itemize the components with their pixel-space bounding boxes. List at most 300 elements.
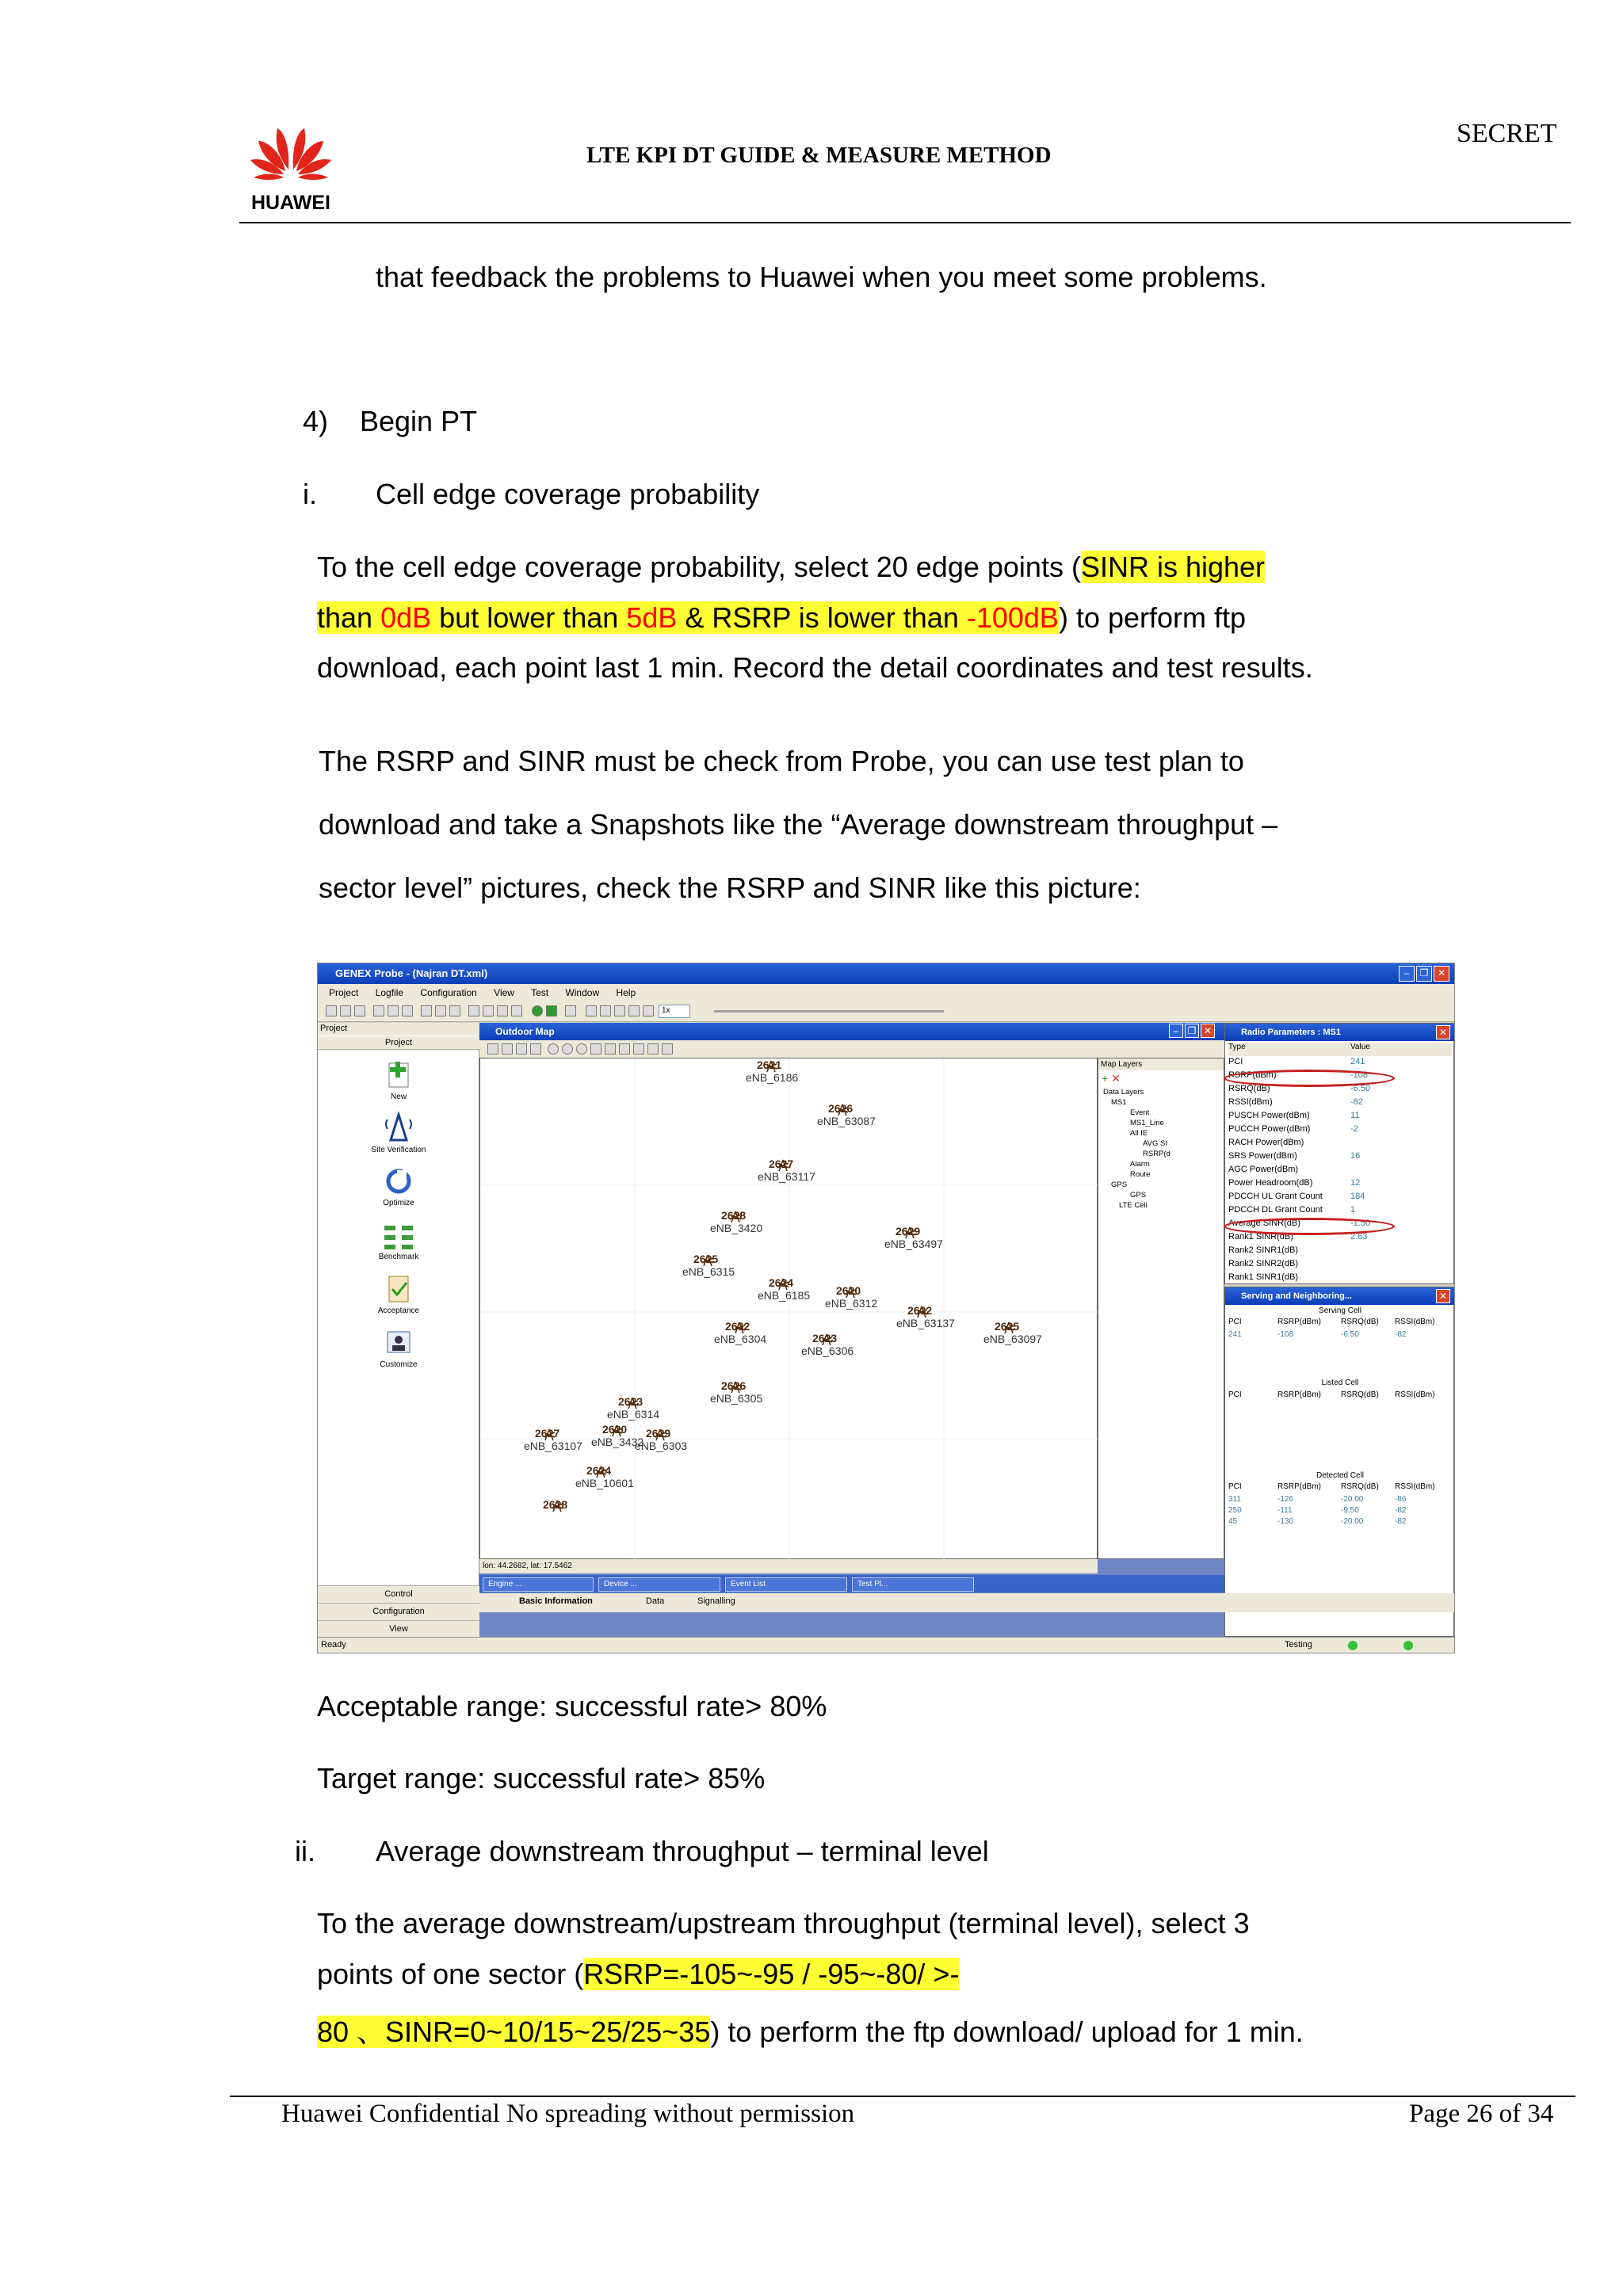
parameter-value: 11: [1350, 1111, 1360, 1120]
dock-tab-test-plan[interactable]: Test Pl...: [852, 1577, 974, 1592]
enodeb-site-marker[interactable]: [825, 1284, 877, 1310]
site-name-label: eNB_63097: [983, 1333, 1042, 1345]
device-icon[interactable]: [421, 1005, 432, 1016]
map-save-icon[interactable]: [502, 1043, 513, 1055]
layer-route[interactable]: Route: [1130, 1170, 1151, 1179]
column-header-rsrp: RSRP(dBm): [1277, 1482, 1322, 1491]
site-name-label: eNB_3420: [710, 1222, 763, 1234]
parameter-value: 2.63: [1350, 1232, 1368, 1241]
map-restore-icon[interactable]: ❐: [1185, 1024, 1199, 1038]
grid-icon[interactable]: [647, 1043, 659, 1055]
map-layers-panel: [1098, 1058, 1224, 1559]
highlighted-text: than: [317, 601, 381, 634]
subsection-i-title: Cell edge coverage probability: [376, 478, 760, 510]
layer-gps[interactable]: GPS: [1130, 1191, 1147, 1199]
globe-icon[interactable]: [435, 1005, 446, 1016]
save-icon[interactable]: [354, 1005, 365, 1016]
site-pci-label: 2626: [828, 1102, 854, 1115]
radio-parameter-row: [1228, 1192, 1452, 1205]
map-window-title: Outdoor Map: [479, 1023, 1224, 1040]
site-name-label: eNB_63137: [896, 1317, 955, 1329]
gps-status-icon: [1403, 1641, 1413, 1650]
cell-rsrp: -108: [1277, 1330, 1294, 1339]
column-header-pci: PCI: [1228, 1390, 1242, 1399]
parameter-name: Average SINR(dB): [1228, 1219, 1300, 1228]
layer-lte-cell[interactable]: LTE Cell: [1119, 1201, 1148, 1210]
site-pci-label: 2624: [769, 1276, 794, 1289]
site-pci-label: 2628: [721, 1209, 747, 1222]
radio-parameter-row: [1228, 1178, 1452, 1192]
map-coordinates: lon: 44.2682, lat: 17.5462: [479, 1559, 1098, 1573]
parameter-value: -6.50: [1350, 1084, 1371, 1093]
cell-pci: 45: [1228, 1517, 1238, 1526]
optimize-icon[interactable]: [381, 1165, 416, 1197]
cell-tower-icon: [733, 1322, 746, 1334]
map-print-icon[interactable]: [530, 1043, 541, 1055]
remove-layer-icon[interactable]: ✕: [1111, 1072, 1121, 1085]
cell-tower-icon: [594, 1466, 607, 1478]
cell-rssi: -82: [1395, 1517, 1407, 1526]
play-icon[interactable]: [546, 1005, 557, 1016]
enodeb-site-marker[interactable]: [714, 1320, 766, 1345]
cell-tower-icon: [777, 1278, 789, 1291]
map-minimize-icon[interactable]: –: [1169, 1024, 1183, 1038]
parameter-name: PDCCH DL Grant Count: [1228, 1205, 1323, 1215]
text-run: ) to perform the ftp download/ upload for 1 min.: [710, 2016, 1304, 2048]
menu-help[interactable]: Help: [616, 987, 636, 998]
cell-tower-icon: [765, 1060, 777, 1073]
cell-tower-icon: [903, 1226, 916, 1239]
paragraph-3-line-3: [317, 2007, 1304, 2058]
enodeb-site-marker[interactable]: [896, 1304, 955, 1329]
parameter-value: 184: [1350, 1192, 1365, 1201]
site-name-label: eNB_6186: [746, 1071, 799, 1084]
detected-cell-row: [1228, 1495, 1452, 1506]
cell-rsrp: -126: [1277, 1495, 1294, 1504]
radio-table-header: [1228, 1043, 1452, 1056]
project-item-site-verification[interactable]: Site Verification: [371, 1146, 426, 1154]
subsection-i-number: i.: [303, 478, 317, 510]
layer-tree: [1098, 1087, 1224, 1211]
site-pci-label: 2626: [721, 1379, 747, 1392]
site-name-label: eNB_63107: [524, 1440, 582, 1452]
mail-icon[interactable]: [497, 1005, 508, 1016]
site-pci-label: 2621: [757, 1058, 782, 1071]
enodeb-site-marker[interactable]: [682, 1253, 735, 1278]
site-name-label: eNB_3432: [591, 1436, 644, 1448]
subsection-ii-number: ii.: [295, 1835, 315, 1867]
page-number: Page 26 of 34: [1409, 2100, 1554, 2128]
enodeb-site-marker[interactable]: [884, 1225, 943, 1250]
cell-tower-icon: [844, 1286, 857, 1299]
replay-icon[interactable]: [483, 1005, 494, 1016]
paste-icon[interactable]: [402, 1005, 413, 1016]
layer-alarm[interactable]: Alarm: [1130, 1160, 1150, 1169]
layer-all-ie[interactable]: All IE: [1130, 1129, 1148, 1138]
cell-tower-icon: [626, 1397, 639, 1409]
parameter-value: -108: [1350, 1070, 1369, 1080]
column-header-pci: PCI: [1228, 1482, 1242, 1491]
highlighted-red-text: 5dB: [626, 601, 678, 634]
radio-parameter-row: [1228, 1057, 1452, 1070]
map-grid-svg: [480, 1058, 1098, 1560]
tab-data[interactable]: Data: [646, 1596, 665, 1606]
paragraph-2-line-3: sector level” pictures, check the RSRP and SINR like this picture:: [319, 871, 1141, 904]
serving-row: [1228, 1330, 1452, 1341]
zoom-fit-icon[interactable]: [576, 1043, 587, 1055]
status-testing: Testing: [1285, 1640, 1312, 1650]
export-icon[interactable]: [586, 1005, 597, 1016]
menu-window[interactable]: Window: [565, 987, 600, 998]
cell-tower-icon: [654, 1428, 666, 1441]
rsrp-annotation-oval: [1224, 1070, 1395, 1087]
genex-probe-screenshot: [317, 963, 1455, 1653]
highlighted-text: but lower than: [431, 601, 627, 634]
site-pci-label: 2632: [725, 1320, 750, 1333]
site-name-label: eNB_6312: [825, 1297, 878, 1310]
project-item-acceptance[interactable]: Acceptance: [377, 1306, 420, 1315]
panel-tab-configuration[interactable]: Configuration: [318, 1603, 479, 1620]
highlighted-red-text: -100dB: [966, 601, 1059, 634]
parameter-name: Rank1 SINR(dB): [1228, 1232, 1293, 1241]
cell-rsrq: -20.00: [1341, 1495, 1364, 1504]
panel-tab-view[interactable]: View: [318, 1620, 479, 1638]
project-panel: [318, 1023, 479, 1637]
parameter-name: RACH Power(dBm): [1228, 1138, 1304, 1147]
tab-basic-information[interactable]: Basic Information: [519, 1596, 593, 1606]
layer-event[interactable]: Event: [1130, 1108, 1150, 1117]
site-name-label: eNB_6304: [714, 1333, 767, 1345]
paragraph-1-line-1: [317, 542, 1265, 593]
close-icon[interactable]: ✕: [1434, 966, 1449, 982]
footer-divider: [230, 2096, 1575, 2097]
serving-neighbor-window: [1224, 1287, 1454, 1637]
detected-table-header: [1228, 1482, 1452, 1493]
enodeb-site-marker[interactable]: [635, 1427, 687, 1452]
enodeb-site-marker[interactable]: [524, 1427, 582, 1452]
benchmark-icon[interactable]: [381, 1219, 416, 1251]
project-item-customize[interactable]: Customize: [380, 1360, 418, 1369]
cell-tower-icon: [836, 1104, 849, 1116]
site-pci-label: 2627: [535, 1427, 560, 1440]
layer-gps-group[interactable]: GPS: [1111, 1180, 1128, 1189]
parameter-value: -1.50: [1350, 1219, 1371, 1228]
layer-ms1[interactable]: MS1: [1111, 1098, 1127, 1107]
cell-rssi: -82: [1395, 1506, 1407, 1515]
menu-view[interactable]: View: [494, 987, 514, 998]
column-header-value: Value: [1350, 1043, 1370, 1051]
site-pci-label: 2625: [693, 1253, 719, 1265]
enodeb-site-marker[interactable]: [710, 1379, 762, 1405]
radio-parameter-row: [1228, 1124, 1452, 1138]
site-name-label: eNB_6305: [710, 1392, 763, 1405]
column-header-rsrp: RSRP(dBm): [1277, 1390, 1322, 1399]
start-icon[interactable]: [532, 1005, 543, 1016]
column-header-rsrq: RSRQ(dB): [1341, 1318, 1379, 1326]
cell-rsrp: -111: [1277, 1506, 1293, 1515]
paragraph-1-line-2: [317, 593, 1246, 643]
status-bar: [318, 1637, 1454, 1653]
copy-icon[interactable]: [388, 1005, 399, 1016]
parameter-name: PCI: [1228, 1057, 1243, 1066]
parameter-value: -82: [1350, 1097, 1363, 1107]
site-pci-label: 2629: [646, 1427, 671, 1440]
ruler-icon[interactable]: [633, 1043, 644, 1055]
radio-parameter-row: [1228, 1259, 1452, 1272]
paragraph-3-line-2: [317, 1949, 959, 2000]
parameter-value: 1: [1350, 1205, 1356, 1215]
site-name-label: eNB_6303: [635, 1440, 688, 1452]
layer-data-layers[interactable]: Data Layers: [1103, 1088, 1144, 1097]
document-title: LTE KPI DT GUIDE & MEASURE METHOD: [586, 143, 1052, 168]
column-header-rssi: RSSI(dBm): [1395, 1482, 1435, 1491]
enodeb-site-marker[interactable]: [758, 1276, 810, 1302]
parameter-name: PDCCH UL Grant Count: [1228, 1192, 1323, 1201]
new-project-icon[interactable]: [381, 1058, 416, 1090]
acceptance-icon[interactable]: [381, 1273, 416, 1305]
zoom-out-icon[interactable]: [562, 1043, 573, 1055]
highlighted-text: 80 、SINR=0~10/15~25/25~35: [317, 2016, 711, 2048]
confidentiality-notice: Huawei Confidential No spreading without permission: [281, 2100, 855, 2128]
cell-pci: 241: [1228, 1330, 1242, 1339]
enodeb-site-marker[interactable]: [801, 1332, 854, 1357]
outdoor-map-window: [479, 1023, 1224, 1637]
cell-rssi: -86: [1395, 1495, 1407, 1504]
text-run: ) to perform ftp: [1058, 601, 1247, 634]
site-name-label: eNB_63497: [884, 1238, 943, 1250]
parameter-name: Rank1 SINR1(dB): [1228, 1272, 1299, 1282]
column-header-pci: PCI: [1228, 1318, 1242, 1326]
column-header-rsrq: RSRQ(dB): [1341, 1482, 1379, 1491]
site-pci-label: 2624: [586, 1464, 612, 1477]
site-pci-label: 2620: [836, 1284, 861, 1297]
device-status-icon: [1348, 1641, 1358, 1650]
project-item-new[interactable]: New: [390, 1093, 407, 1101]
layer-avg-sinr[interactable]: AVG SI: [1143, 1139, 1167, 1148]
site-pci-label: 2629: [896, 1225, 921, 1238]
cell-tower-icon: [701, 1254, 714, 1267]
enodeb-site-marker[interactable]: [983, 1320, 1042, 1345]
enodeb-site-marker[interactable]: [532, 1498, 567, 1511]
menu-test[interactable]: Test: [531, 987, 549, 998]
radio-close-icon[interactable]: ✕: [1436, 1025, 1450, 1039]
section-number: 4): [303, 405, 329, 437]
project-item-benchmark[interactable]: Benchmark: [378, 1253, 419, 1261]
site-name-label: eNB_10601: [575, 1477, 634, 1489]
parameter-value: 12: [1350, 1178, 1361, 1188]
target-range: Target range: successful rate> 85%: [317, 1762, 766, 1794]
paragraph-1-line-3: download, each point last 1 min. Record the detail coordinates and test results.: [317, 651, 1313, 684]
radio-parameters-window: [1224, 1023, 1454, 1284]
customize-icon[interactable]: [381, 1327, 416, 1359]
cell-tower-icon: [915, 1306, 928, 1318]
menu-project[interactable]: Project: [329, 987, 359, 998]
site-pci-label: 2623: [618, 1395, 643, 1408]
paragraph-2-line-2: download and take a Snapshots like the “Average downstream throughput –: [319, 808, 1278, 841]
menu-bar: [318, 984, 1454, 1001]
map-layer-icon[interactable]: [516, 1043, 527, 1055]
tab-signalling[interactable]: Signalling: [697, 1596, 735, 1606]
dock-tab-engine[interactable]: Engine ...: [483, 1577, 594, 1592]
radio-parameter-row: [1228, 1272, 1452, 1286]
highlighted-text: RSRP=-105~-95 / -95~-80/ >-: [583, 1958, 960, 1990]
enodeb-site-marker[interactable]: [746, 1058, 798, 1084]
serving-cell-label: Serving Cell: [1319, 1306, 1361, 1315]
site-verification-icon[interactable]: [381, 1112, 416, 1143]
highlighted-text: & RSRP is lower than: [677, 601, 967, 634]
open-icon[interactable]: [340, 1005, 351, 1016]
column-header-rssi: RSSI(dBm): [1395, 1390, 1435, 1399]
cell-tower-icon: [729, 1211, 742, 1223]
header-divider: [239, 222, 1571, 223]
select-icon[interactable]: [605, 1043, 616, 1055]
parameter-value: 16: [1350, 1151, 1361, 1161]
dock-tab-event-list[interactable]: Event List: [725, 1577, 847, 1592]
sinr-annotation-oval: [1224, 1218, 1395, 1235]
subsection-ii-title: Average downstream throughput – terminal level: [376, 1835, 989, 1867]
intro-line: that feedback the problems to Huawei when you meet some problems.: [376, 261, 1267, 293]
measure-icon[interactable]: [619, 1043, 630, 1055]
status-ready: Ready: [321, 1640, 346, 1650]
detected-cell-label: Detected Cell: [1316, 1471, 1365, 1480]
parameter-name: RSRP(dBm): [1228, 1070, 1277, 1080]
detected-cell-row: [1228, 1517, 1452, 1528]
map-open-icon[interactable]: [487, 1043, 498, 1055]
cell-rssi: -82: [1395, 1330, 1407, 1339]
site-name-label: eNB_6185: [758, 1289, 811, 1302]
paragraph-2-line-1: The RSRP and SINR must be check from Probe, you can use test plan to: [319, 745, 1244, 777]
radio-parameter-row: [1228, 1151, 1452, 1165]
map-layers-title: Map Layers: [1098, 1058, 1224, 1070]
cell-rsrq: -20.00: [1341, 1517, 1364, 1526]
project-panel-header: Project: [318, 1023, 479, 1035]
text-run: points of one sector (: [317, 1958, 584, 1990]
column-header-type: Type: [1228, 1043, 1246, 1051]
cell-pci: 250: [1228, 1506, 1242, 1515]
replay-slider[interactable]: [714, 1010, 944, 1013]
enodeb-site-marker[interactable]: [575, 1464, 634, 1489]
new-icon[interactable]: [326, 1005, 337, 1016]
cell-tower-icon: [610, 1425, 623, 1437]
step-icon[interactable]: [600, 1005, 611, 1016]
parameter-value: -2: [1350, 1124, 1358, 1134]
parameter-name: AGC Power(dBm): [1228, 1165, 1299, 1174]
serving-close-icon[interactable]: ✕: [1436, 1289, 1450, 1303]
column-header-rsrq: RSRQ(dB): [1341, 1390, 1379, 1399]
parameter-name: PUSCH Power(dBm): [1228, 1111, 1310, 1120]
site-pci-label: 2632: [907, 1304, 933, 1317]
radio-parameter-row: [1228, 1097, 1452, 1111]
parameter-value: 241: [1350, 1057, 1365, 1066]
menu-configuration[interactable]: Configuration: [420, 987, 477, 998]
listed-table-header: [1228, 1390, 1452, 1402]
pan-icon[interactable]: [590, 1043, 601, 1055]
radio-parameters-title: Radio Parameters : MS1: [1225, 1024, 1455, 1041]
info-icon[interactable]: [662, 1043, 673, 1055]
report-icon[interactable]: [511, 1005, 522, 1016]
parameter-name: PUCCH Power(dBm): [1228, 1124, 1311, 1134]
enodeb-site-marker[interactable]: [607, 1395, 659, 1421]
map-close-icon[interactable]: ✕: [1201, 1024, 1215, 1038]
grid-icon[interactable]: [643, 1005, 654, 1016]
site-pci-label: 2627: [769, 1158, 794, 1170]
parameter-name: Power Headroom(dB): [1228, 1178, 1313, 1188]
cell-tower-icon: [820, 1333, 833, 1346]
layer-ms1-line[interactable]: MS1_Line: [1130, 1119, 1164, 1127]
cell-rsrq: -9.50: [1341, 1506, 1359, 1515]
site-name-label: eNB_6306: [801, 1344, 854, 1357]
site-pci-label: 2628: [543, 1498, 568, 1511]
map-toolbar: [479, 1040, 1224, 1058]
highlighted-red-text: 0dB: [380, 601, 432, 634]
cell-tower-icon: [729, 1381, 742, 1394]
zoom-in-icon[interactable]: [548, 1043, 559, 1055]
site-name-label: eNB_6314: [607, 1408, 660, 1421]
site-name-label: eNB_63117: [758, 1170, 815, 1183]
config-icon[interactable]: [449, 1005, 460, 1016]
site-name-label: eNB_6315: [682, 1265, 735, 1278]
cell-pci: 311: [1228, 1495, 1241, 1504]
minimize-icon[interactable]: –: [1399, 966, 1415, 982]
text-run: To the cell edge coverage probability, select 20 edge points (: [317, 551, 1081, 583]
listed-cell-label: Listed Cell: [1321, 1379, 1359, 1387]
restore-icon[interactable]: ❐: [1416, 966, 1432, 982]
enodeb-site-marker[interactable]: [710, 1209, 762, 1234]
record-icon[interactable]: [468, 1005, 479, 1016]
paragraph-3-line-1: To the average downstream/upstream throughput (terminal level), select 3: [317, 1907, 1250, 1939]
map-canvas[interactable]: [479, 1058, 1098, 1559]
brand-name: HUAWEI: [251, 192, 330, 214]
pause-icon[interactable]: [628, 1005, 640, 1016]
column-header-rsrp: RSRP(dBm): [1277, 1318, 1322, 1326]
cut-icon[interactable]: [373, 1005, 384, 1016]
parameter-name: RSRQ(dB): [1228, 1084, 1270, 1093]
enodeb-site-marker[interactable]: [758, 1158, 815, 1183]
cell-tower-icon: [777, 1159, 789, 1172]
radio-parameter-row: [1228, 1138, 1452, 1151]
classification-label: SECRET: [1457, 119, 1557, 148]
add-layer-icon[interactable]: + ✕: [1102, 1072, 1121, 1085]
site-pci-label: 2625: [995, 1320, 1020, 1333]
site-pci-label: 2623: [812, 1332, 838, 1344]
section-title: Begin PT: [360, 405, 478, 437]
radio-parameter-row: [1228, 1205, 1452, 1219]
help-icon[interactable]: [565, 1005, 576, 1016]
column-header-rssi: RSSI(dBm): [1395, 1318, 1435, 1326]
panel-tab-control[interactable]: Control: [318, 1585, 479, 1603]
dock-tab-device[interactable]: Device ...: [598, 1577, 720, 1592]
radio-parameter-row: [1228, 1165, 1452, 1178]
app-titlebar: GENEX Probe - (Najran DT.xml): [318, 963, 1454, 984]
menu-logfile[interactable]: Logfile: [375, 987, 404, 998]
highlighted-text: SINR is higher: [1080, 551, 1266, 583]
cell-tower-icon: [543, 1428, 556, 1441]
parameter-name: RSSI(dBm): [1228, 1097, 1273, 1107]
info-tab-strip: [479, 1593, 1454, 1612]
project-item-optimize[interactable]: Optimize: [383, 1199, 414, 1207]
serving-neighbor-title: Serving and Neighboring...: [1225, 1287, 1455, 1305]
parameter-name: SRS Power(dBm): [1228, 1151, 1297, 1161]
enodeb-site-marker[interactable]: [817, 1102, 876, 1127]
cell-tower-icon: [1002, 1322, 1015, 1334]
layer-rsrp[interactable]: RSRP(d: [1143, 1150, 1170, 1158]
main-toolbar: [318, 1001, 1454, 1022]
radio-parameter-row: [1228, 1111, 1452, 1124]
stop-icon[interactable]: [614, 1005, 625, 1016]
docked-windows-bar: [479, 1575, 1224, 1592]
speed-select[interactable]: 1x: [659, 1005, 690, 1018]
parameter-name: Rank2 SINR2(dB): [1228, 1259, 1299, 1268]
